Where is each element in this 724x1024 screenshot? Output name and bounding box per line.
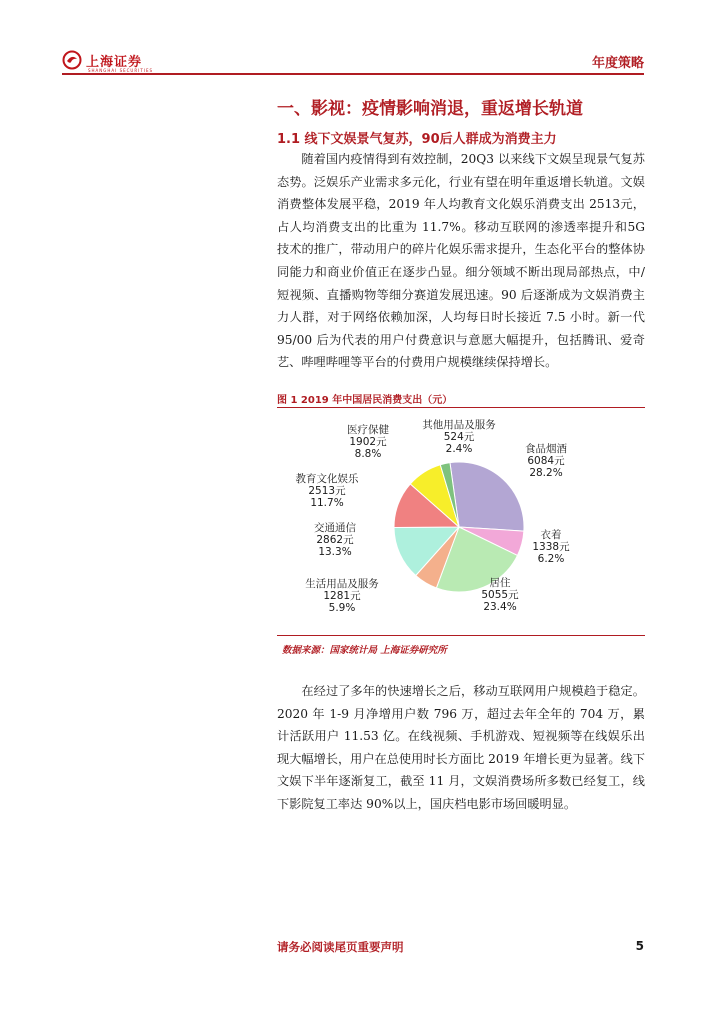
pie-label-housing: 居住 5055元 23.4%	[481, 577, 519, 613]
brand-subtitle: SHANGHAI SECURITIES	[88, 68, 154, 73]
pie-label-food: 食品烟酒 6084元 28.2%	[525, 443, 567, 479]
pie-slices	[394, 462, 524, 592]
page-header	[0, 0, 724, 80]
body-paragraph-1: 随着国内疫情得到有效控制，20Q3 以来线下文娱呈现景气复苏态势。泛娱乐产业需求多元化，行业有望在明年重返增长轨道。文娱消费整体发展平稳，2019 年人均教育文化娱乐消费支出 2513元，占人均消费支出的比重为 11.7%。移动互联网的渗透率提升和5G 技术的推广，带动用户的碎片化娱乐需求提升，生态化平台的整体协同能力和商业价值正在逐步凸显。细分领域不断出现局部热点，中/短视频、直播购物等细分赛道发展迅速。90 后逐渐成为文娱消费主力人群，对于网络依赖加深，人均每日时长接近 7.5 小时。新一代 95/00 后为代表的用户付费意识与意愿大幅提升，包括腾讯、爱奇艺、哔哩哔哩等平台的付费用户规模继续保持增长。	[277, 152, 645, 370]
header-divider	[62, 73, 644, 75]
pie-label-other: 其他用品及服务 524元 2.4%	[422, 419, 496, 455]
page-number: 5	[635, 939, 644, 953]
pie-label-household: 生活用品及服务 1281元 5.9%	[305, 578, 379, 614]
footer-disclaimer: 请务必阅读尾页重要声明	[277, 940, 404, 954]
brand-mark-icon	[62, 50, 82, 70]
pie-label-clothing: 衣着 1338元 6.2%	[532, 529, 570, 565]
pie-label-education: 教育文化娱乐 2513元 11.7%	[295, 473, 359, 509]
figure-top-rule	[277, 407, 645, 408]
figure-bottom-rule	[277, 635, 645, 636]
pie-slice-food	[450, 462, 524, 531]
brand-logo	[62, 50, 142, 70]
pie-label-healthcare: 医疗保健 1902元 8.8%	[347, 424, 389, 460]
doc-type-label: 年度策略	[591, 56, 644, 71]
figure-source: 数据来源：国家统计局 上海证券研究所	[282, 645, 447, 656]
pie-chart	[277, 410, 645, 632]
section-subtitle: 1.1 线下文娱景气复苏，90后人群成为消费主力	[277, 132, 557, 147]
body-paragraph-2: 在经过了多年的快速增长之后，移动互联网用户规模趋于稳定。2020 年 1-9 月净增用户数 796 万，超过去年全年的 704 万，累计活跃用户 11.53 亿。在线视频、手机游戏、短视频等在线娱乐出现大幅增长，用户在总使用时长方面比 2019 年增长更为显著。线下文娱下半年逐渐复工，截至 11 月，文娱消费场所多数已经复工，线下影院复工率达 90%以上，国庆档电影市场回暖明显。	[277, 684, 645, 811]
figure-title: 图 1 2019 年中国居民消费支出（元）	[277, 395, 453, 406]
pie-label-transport: 交通通信 2862元 13.3%	[314, 522, 356, 558]
section-title: 一、影视：疫情影响消退，重返增长轨道	[277, 99, 583, 119]
brand-name: 上海证券	[86, 54, 143, 70]
